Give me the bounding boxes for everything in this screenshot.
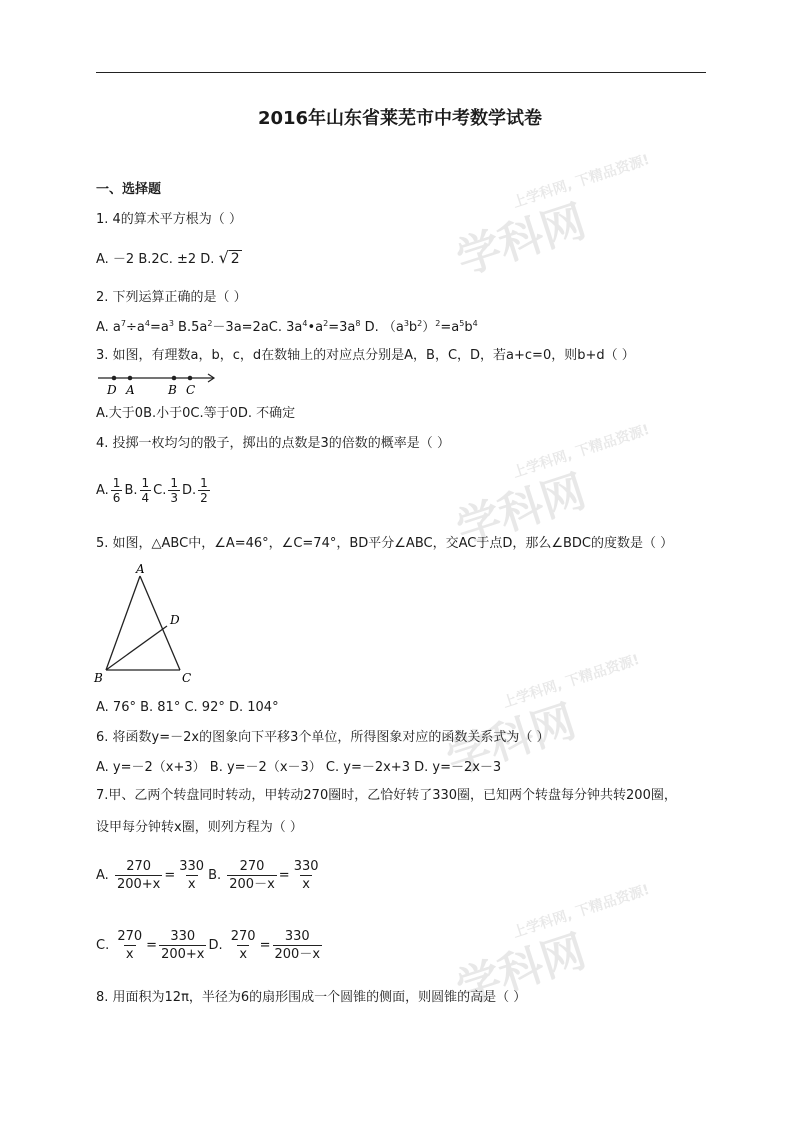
page-title: 2016年山东省莱芜市中考数学试卷: [257, 108, 543, 129]
number-line-figure: [96, 370, 220, 398]
watermark: 上学科网, 下精品资源! 学科网: [440, 651, 642, 786]
question-2-stem: 2. 下列运算正确的是（ ）: [96, 290, 247, 305]
question-5-stem: 5. 如图，△ABC中，∠A=46°，∠C=74°，BD平分∠ABC，交AC于点D，那么∠BDC的度数是（ ）: [96, 536, 674, 551]
question-8-stem: 8. 用面积为12π，半径为6的扇形围成一个圆锥的侧面，则圆锥的高是（ ）: [96, 990, 527, 1005]
question-4-stem: 4. 投掷一枚均匀的骰子，掷出的点数是3的倍数的概率是（ ）: [96, 436, 450, 451]
question-3-stem: 3. 如图，有理数a，b，c，d在数轴上的对应点分别是A，B，C，D，若a+c=0，则b+d（ ）: [96, 348, 635, 363]
question-6-options: A. y=－2（x+3） B. y=－2（x－3） C. y=－2x+3 D. y=－2x－3: [96, 760, 502, 775]
point-label-c: C: [186, 383, 196, 397]
point-label-d: D: [107, 383, 117, 397]
sqrt-symbol: √ 2: [218, 248, 240, 267]
question-1-stem: 1. 4的算术平方根为（ ）: [96, 212, 242, 227]
question-1-options: A. －2 B.2C. ±2 D. √ 2: [96, 248, 240, 267]
question-2-options: A. $a^7\div a^4=a^3$ $B.5a^2-3a=2aC$. $3a^4•a^2=3a^8$ D. $(a^3b^2)^2=a^5b^4$: [96, 319, 478, 335]
vertex-label-c: C: [182, 671, 192, 685]
question-7-stem-line1: 7.甲、乙两个转盘同时转动，甲转动270圈时，乙恰好转了330圈，已知两个转盘每分钟共转200圈，: [96, 788, 677, 803]
point-label-a: A: [126, 383, 135, 397]
vertex-label-b: B: [94, 671, 103, 685]
question-7-options-cd: C. $\frac{270}{x}$ = $\frac{330}{200+x}$ D. $\frac{270}{x}$ = $\frac{330}{200-x}$: [96, 929, 321, 962]
watermark: 上学科网, 下精品资源! 学科网: [450, 881, 652, 1016]
top-rule: [96, 72, 706, 73]
question-5-options: A. 76° B. 81° C. 92° D. 104°: [96, 700, 279, 715]
question-6-stem: 6. 将函数y=－2x的图象向下平移3个单位，所得图象对应的函数关系式为（ ）: [96, 730, 550, 745]
question-7-options-ab: A. $\frac{270}{200+x}$ = $\frac{330}{x}$ B. $\frac{270}{200-x}$ = $\frac{330}{x}$: [96, 859, 319, 892]
point-label-b: B: [168, 383, 177, 397]
question-4-options: A. $\frac{1}{6}$ B. $\frac{1}{4}$ C. $\frac{1}{3}$ D. $\frac{1}{2}$: [96, 476, 208, 505]
watermark: 上学科网, 下精品资源! 学科网: [450, 151, 652, 286]
vertex-label-d: D: [170, 613, 180, 627]
question-3-options: A.大于0B.小于0C.等于0D. 不确定: [96, 406, 296, 421]
triangle-figure: [92, 562, 202, 686]
watermark: 上学科网, 下精品资源! 学科网: [450, 421, 652, 556]
question-7-stem-line2: 设甲每分钟转x圈，则列方程为（ ）: [96, 820, 303, 835]
vertex-label-a: A: [136, 562, 145, 576]
section-heading: 一、选择题: [96, 182, 162, 197]
